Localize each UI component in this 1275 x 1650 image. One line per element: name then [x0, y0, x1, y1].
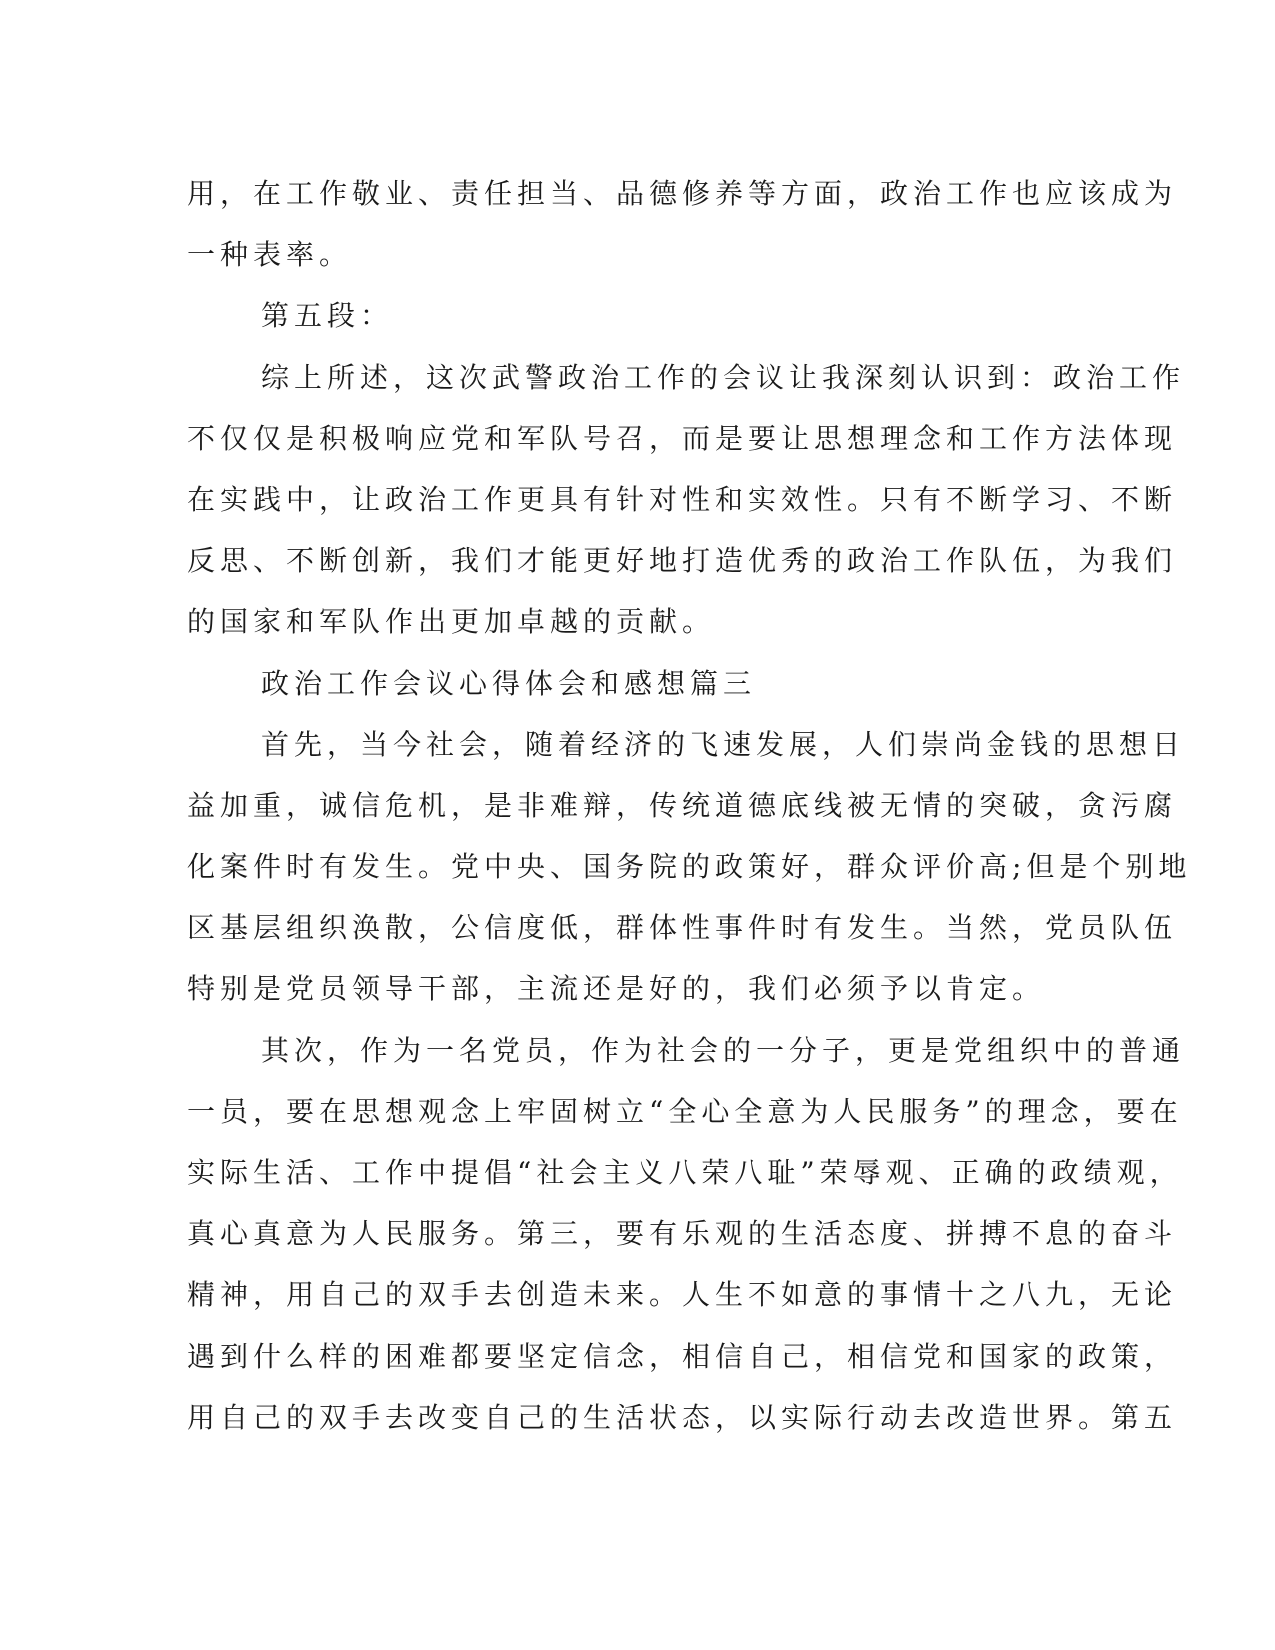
text-line: 遇到什么样的困难都要坚定信念，相信自己，相信党和国家的政策， [187, 1339, 1178, 1373]
section-heading: 第五段： [261, 299, 394, 333]
text-line: 的国家和军队作出更加卓越的贡献。 [187, 605, 716, 639]
text-line: 综上所述，这次武警政治工作的会议让我深刻认识到：政治工作 [261, 360, 1186, 394]
text-line: 不仅仅是积极响应党和军队号召，而是要让思想理念和工作方法体现 [187, 421, 1178, 455]
chapter-title: 政治工作会议心得体会和感想篇三 [261, 666, 757, 700]
text-line: 区基层组织涣散，公信度低，群体性事件时有发生。当然，党员队伍 [187, 911, 1178, 945]
text-line: 实际生活、工作中提倡“社会主义八荣八耻”荣辱观、正确的政绩观， [187, 1156, 1183, 1189]
text-line: 用，在工作敬业、责任担当、品德修养等方面，政治工作也应该成为 [187, 177, 1178, 210]
text-line: 益加重，诚信危机，是非难辩，传统道德底线被无情的突破，贪污腐 [187, 788, 1178, 822]
text-line: 首先，当今社会，随着经济的飞速发展，人们崇尚金钱的思想日 [261, 727, 1186, 761]
text-line: 一员，要在思想观念上牢固树立“全心全意为人民服务”的理念，要在 [187, 1094, 1183, 1128]
text-line: 化案件时有发生。党中央、国务院的政策好，群众评价高;但是个别地 [187, 850, 1192, 884]
text-line: 真心真意为人民服务。第三，要有乐观的生活态度、拼搏不息的奋斗 [187, 1217, 1178, 1251]
text-line: 其次，作为一名党员，作为社会的一分子，更是党组织中的普通 [261, 1033, 1186, 1067]
text-line: 用自己的双手去改变自己的生活状态，以实际行动去改造世界。第五 [187, 1400, 1178, 1434]
text-line: 一种表率。 [187, 238, 353, 272]
body-text [187, 163, 1192, 1448]
text-line: 特别是党员领导干部，主流还是好的，我们必须予以肯定。 [187, 972, 1046, 1006]
text-line: 在实践中，让政治工作更具有针对性和实效性。只有不断学习、不断 [187, 482, 1178, 516]
text-line: 反思、不断创新，我们才能更好地打造优秀的政治工作队伍，为我们 [187, 544, 1178, 578]
text-line: 精神，用自己的双手去创造未来。人生不如意的事情十之八九，无论 [187, 1278, 1178, 1312]
